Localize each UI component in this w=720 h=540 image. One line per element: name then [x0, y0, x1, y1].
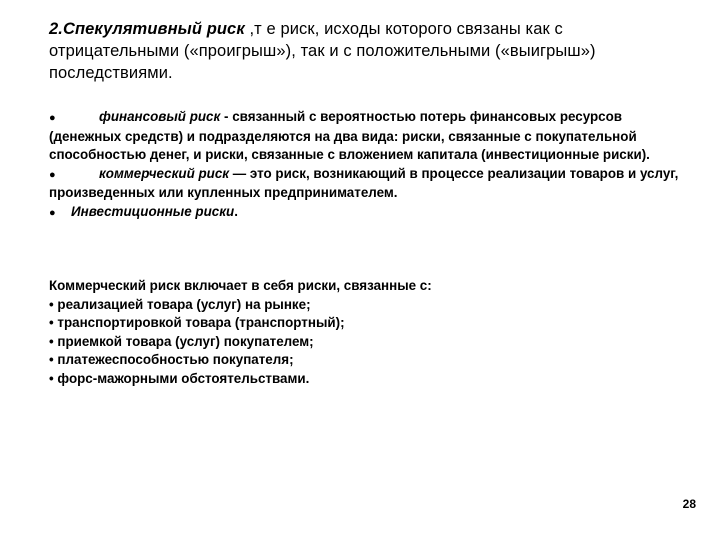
- page-number: 28: [682, 497, 696, 511]
- investment-risk-text: .: [234, 203, 238, 219]
- list-item-investment-risk: [49, 203, 689, 223]
- list-item: • реализацией товара (услуг) на рынке;: [49, 296, 311, 312]
- bullet-icon: ●: [49, 112, 56, 124]
- bullet-icon: ●: [49, 206, 56, 219]
- investment-risk-term: Инвестиционные риски: [71, 203, 235, 219]
- list-item-commercial-risk: [49, 165, 689, 203]
- commercial-risk-intro: Коммерческий риск включает в себя риски, связанные с:: [49, 278, 432, 293]
- speculative-risk-term: 2.Спекулятивный риск: [49, 20, 245, 38]
- list-item: • платежеспособностью покупателя;: [49, 352, 294, 367]
- commercial-risk-term: коммерческий риск: [99, 165, 230, 181]
- risk-types-list: [49, 108, 689, 222]
- list-item: • транспортировкой товара (транспортный);: [49, 315, 345, 330]
- list-item: • форс-мажорными обстоятельствами.: [49, 370, 310, 386]
- list-item-financial-risk: [49, 108, 689, 165]
- financial-risk-term: финансовый риск: [99, 109, 221, 124]
- financial-risk-text: - связанный с вероятностью потерь финансовых ресурсов (денежных средств) и подразделяются на два вида: риски, связанные с покупательной способностью денег, и риски, связанные с вложением капитала (инвестиционные риски).: [49, 109, 650, 162]
- commercial-risk-breakdown: [49, 277, 689, 388]
- bullet-icon: ●: [49, 168, 56, 181]
- speculative-risk-text: ,т е риск, исходы которого связаны как с отрицательными («проигрыш»), так и с положительными («выигрыш») последствиями.: [49, 20, 596, 82]
- commercial-risk-text: — это риск, возникающий в процессе реализации товаров и услуг, произведенных или купленных предпринимателем.: [49, 165, 679, 200]
- speculative-risk-definition: [49, 18, 679, 84]
- list-item: • приемкой товара (услуг) покупателем;: [49, 333, 314, 349]
